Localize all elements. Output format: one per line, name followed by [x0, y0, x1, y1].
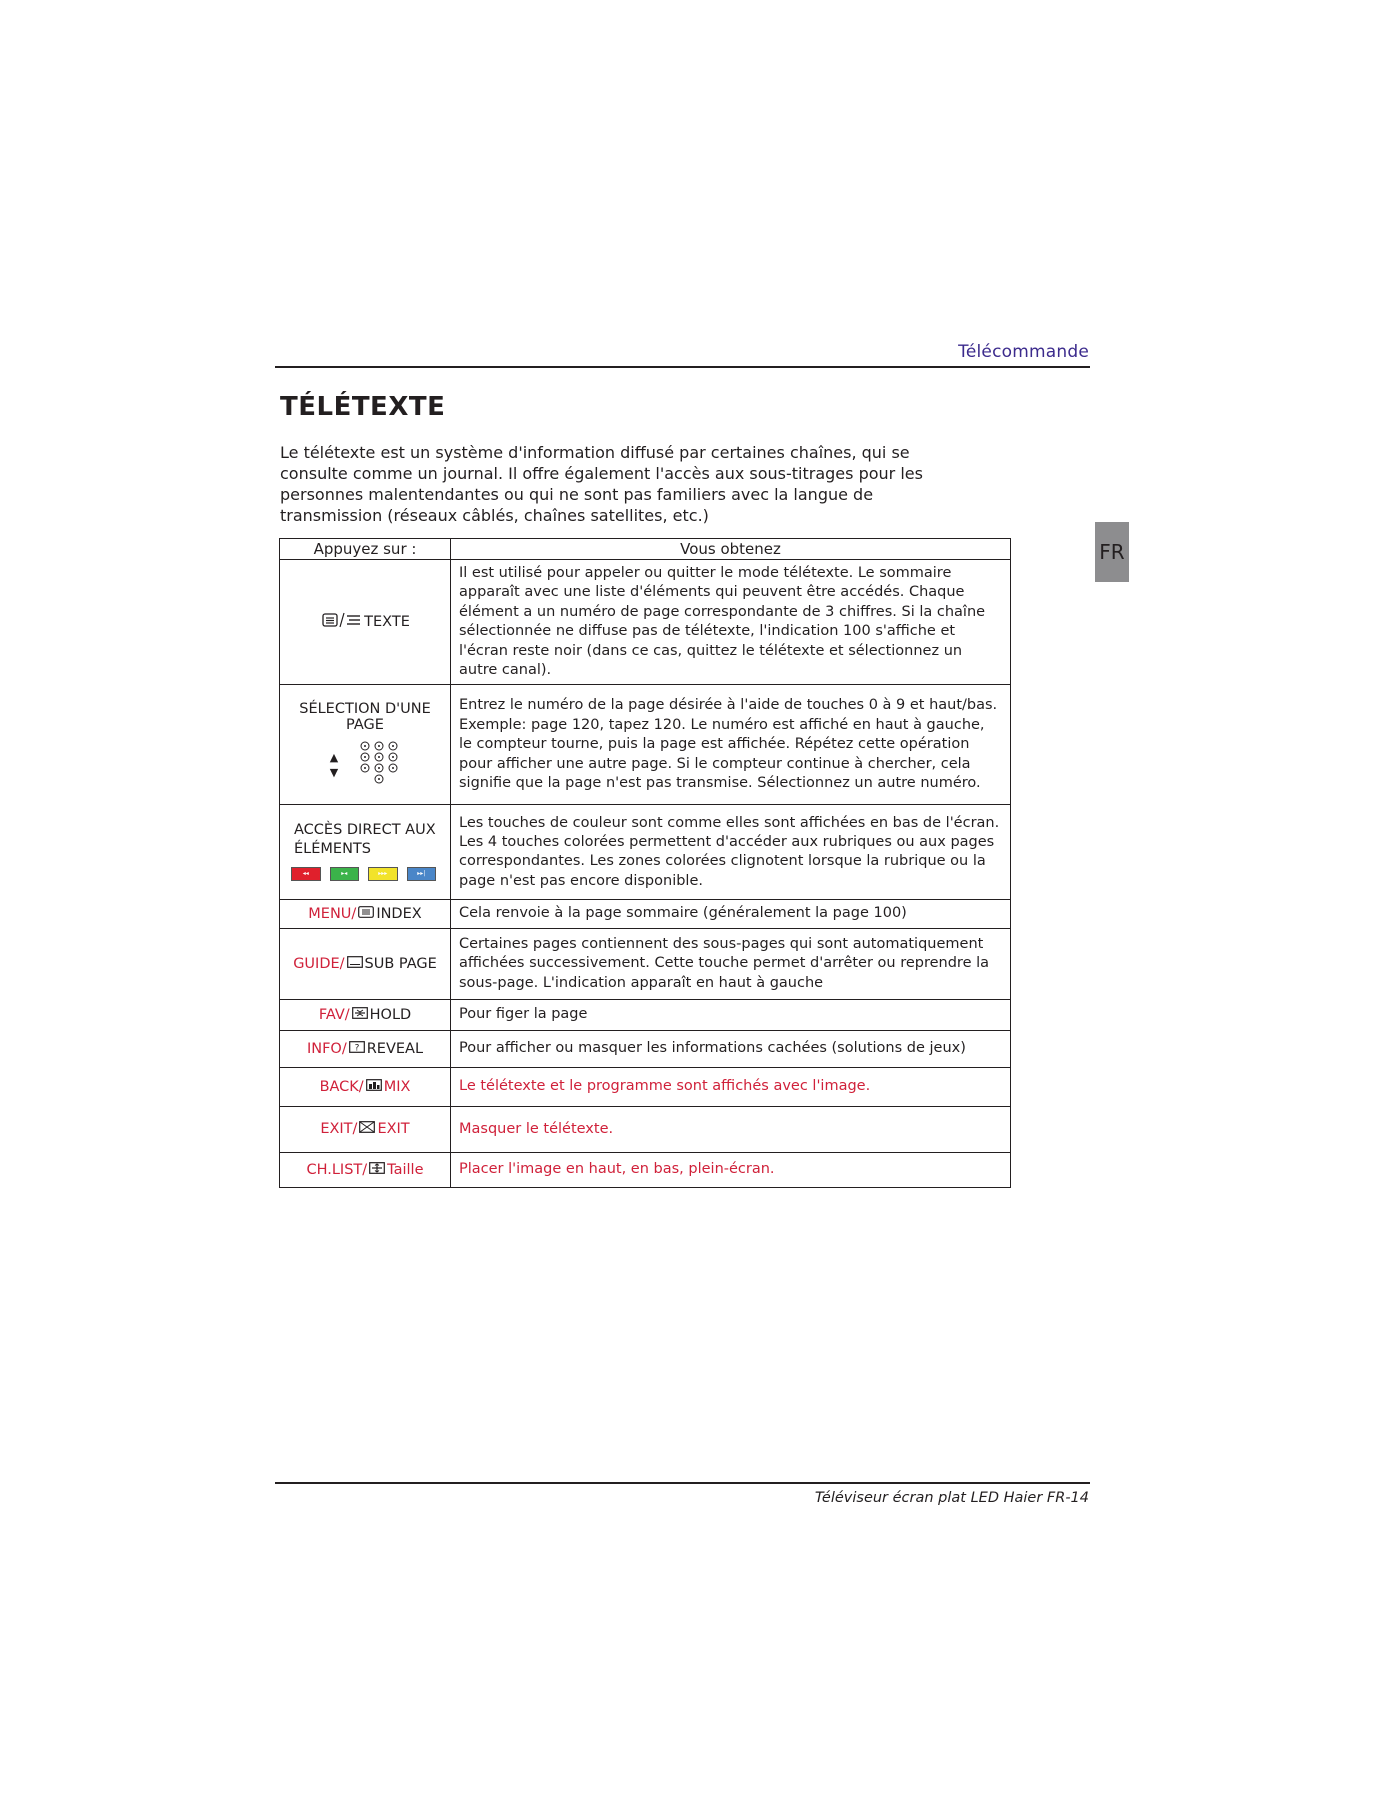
description-cell: Cela renvoie à la page sommaire (généralement la page 100) [451, 900, 1011, 928]
color-buttons-icon [291, 867, 436, 881]
description-cell: Le télétexte et le programme sont affichés avec l'image. [451, 1067, 1011, 1106]
description-cell: Certaines pages contiennent des sous-pages qui sont automatiquement affichées successivement. Cette touche permet d'arrêter ou reprendre la sous-page. L'indication apparaît en haut à gauche [451, 928, 1011, 999]
description-cell: Il est utilisé pour appeler ou quitter le mode télétexte. Le sommaire apparaît avec une liste d'éléments qui peuvent être accédés. Chaque élément a un numéro de page correspondante de 3 chiffres. Si la chaîne sélectionnée ne diffuse pas de télétexte, l'indication 100 s'affiche et l'écran reste noir (dans ce cas, quittez le télétexte et sélectionnez un autre canal). [451, 560, 1011, 685]
key-cell [280, 1067, 451, 1106]
page-title: TÉLÉTEXTE [280, 392, 446, 422]
table-row [280, 1030, 1011, 1067]
table-row [280, 805, 1011, 900]
size-icon [369, 1162, 385, 1178]
key-red-label: INFO/ [306, 1040, 347, 1057]
column-header-key: Appuyez sur : [280, 539, 451, 560]
key-red-label: FAV/ [318, 1006, 350, 1023]
key-label: HOLD [369, 1006, 412, 1023]
language-tab: FR [1095, 522, 1129, 582]
column-header-result: Vous obtenez [451, 539, 1011, 560]
key-cell [280, 999, 451, 1030]
key-red-label: GUIDE/ [293, 955, 345, 972]
table-row [280, 900, 1011, 928]
exit-icon [359, 1121, 375, 1137]
green-button-icon: ▸◂ [330, 867, 360, 881]
key-label: TEXTE [364, 614, 410, 631]
description-cell: Les touches de couleur sont comme elles sont affichées en bas de l'écran. Les 4 touches colorées permettent d'accéder aux rubriques ou aux pages correspondantes. Les zones colorées clignotent lorsque la rubrique ou la page n'est pas encore disponible. [451, 805, 1011, 900]
key-label: EXIT [377, 1121, 410, 1138]
table-row [280, 928, 1011, 999]
key-red-label: EXIT/ [320, 1121, 358, 1138]
red-button-icon: ◂◂ [291, 867, 321, 881]
table-header-row [280, 539, 1011, 560]
subpage-icon [347, 956, 363, 972]
description-cell: Pour afficher ou masquer les informations cachées (solutions de jeux) [451, 1030, 1011, 1067]
key-cell [280, 1106, 451, 1152]
key-red-label: CH.LIST/ [306, 1161, 368, 1178]
key-label: MIX [383, 1078, 411, 1095]
key-cell [280, 928, 451, 999]
footer-rule [275, 1482, 1090, 1484]
description-cell: Masquer le télétexte. [451, 1106, 1011, 1152]
key-red-label: BACK/ [319, 1078, 364, 1095]
key-cell [280, 1152, 451, 1187]
key-label: INDEX [376, 906, 422, 923]
description-cell: Placer l'image en haut, en bas, plein-écran. [451, 1152, 1011, 1187]
key-cell [280, 805, 451, 900]
yellow-button-icon: ▸▸▸ [368, 867, 398, 881]
section-title: Télécommande [958, 342, 1089, 362]
mix-icon [366, 1079, 382, 1095]
key-label: SÉLECTION D'UNE PAGE [299, 700, 431, 733]
header-rule [275, 366, 1090, 368]
svg-text:?: ? [354, 1043, 360, 1053]
table-row [280, 1152, 1011, 1187]
table-row [280, 1067, 1011, 1106]
table-row [280, 999, 1011, 1030]
key-cell [280, 560, 451, 685]
number-keypad-icon [358, 741, 400, 789]
table-row [280, 685, 1011, 805]
text-icon [322, 612, 362, 632]
key-label: Taille [387, 1161, 424, 1178]
description-cell: Entrez le numéro de la page désirée à l'aide de touches 0 à 9 et haut/bas. Exemple: page 120, tapez 120. Le numéro est affiché en haut à gauche, le compteur tourne, puis la page est affichée. Répétez cette opération pour afficher une autre page. Si le compteur continue à chercher, cela signifie que la page n'est pas transmise. Sélectionnez un autre numéro. [451, 685, 1011, 805]
blue-button-icon: ▸▸| [407, 867, 437, 881]
description-cell: Pour figer la page [451, 999, 1011, 1030]
teletext-keys-table [279, 538, 1011, 1188]
key-red-label: MENU/ [308, 906, 357, 923]
key-cell [280, 685, 451, 805]
key-label: ACCÈS DIRECT AUX ÉLÉMENTS [294, 822, 436, 858]
key-label: SUB PAGE [364, 955, 437, 972]
key-cell [280, 900, 451, 928]
page-footer: Téléviseur écran plat LED Haier FR-14 [814, 1490, 1089, 1506]
table-row [280, 560, 1011, 685]
reveal-icon [349, 1041, 365, 1057]
hold-icon [352, 1007, 368, 1023]
table-row [280, 1106, 1011, 1152]
index-icon [358, 906, 374, 922]
key-cell [280, 1030, 451, 1067]
intro-paragraph: Le télétexte est un système d'information diffusé par certaines chaînes, qui se consulte comme un journal. Il offre également l'accès aux sous-titrages pour les personnes malentendantes ou qui ne sont pas familiers avec la langue de transmission (réseaux câblés, chaînes satellites, etc.) [280, 443, 923, 525]
up-down-arrows-icon: ▲ ▼ [329, 750, 339, 779]
key-label: REVEAL [366, 1040, 424, 1057]
